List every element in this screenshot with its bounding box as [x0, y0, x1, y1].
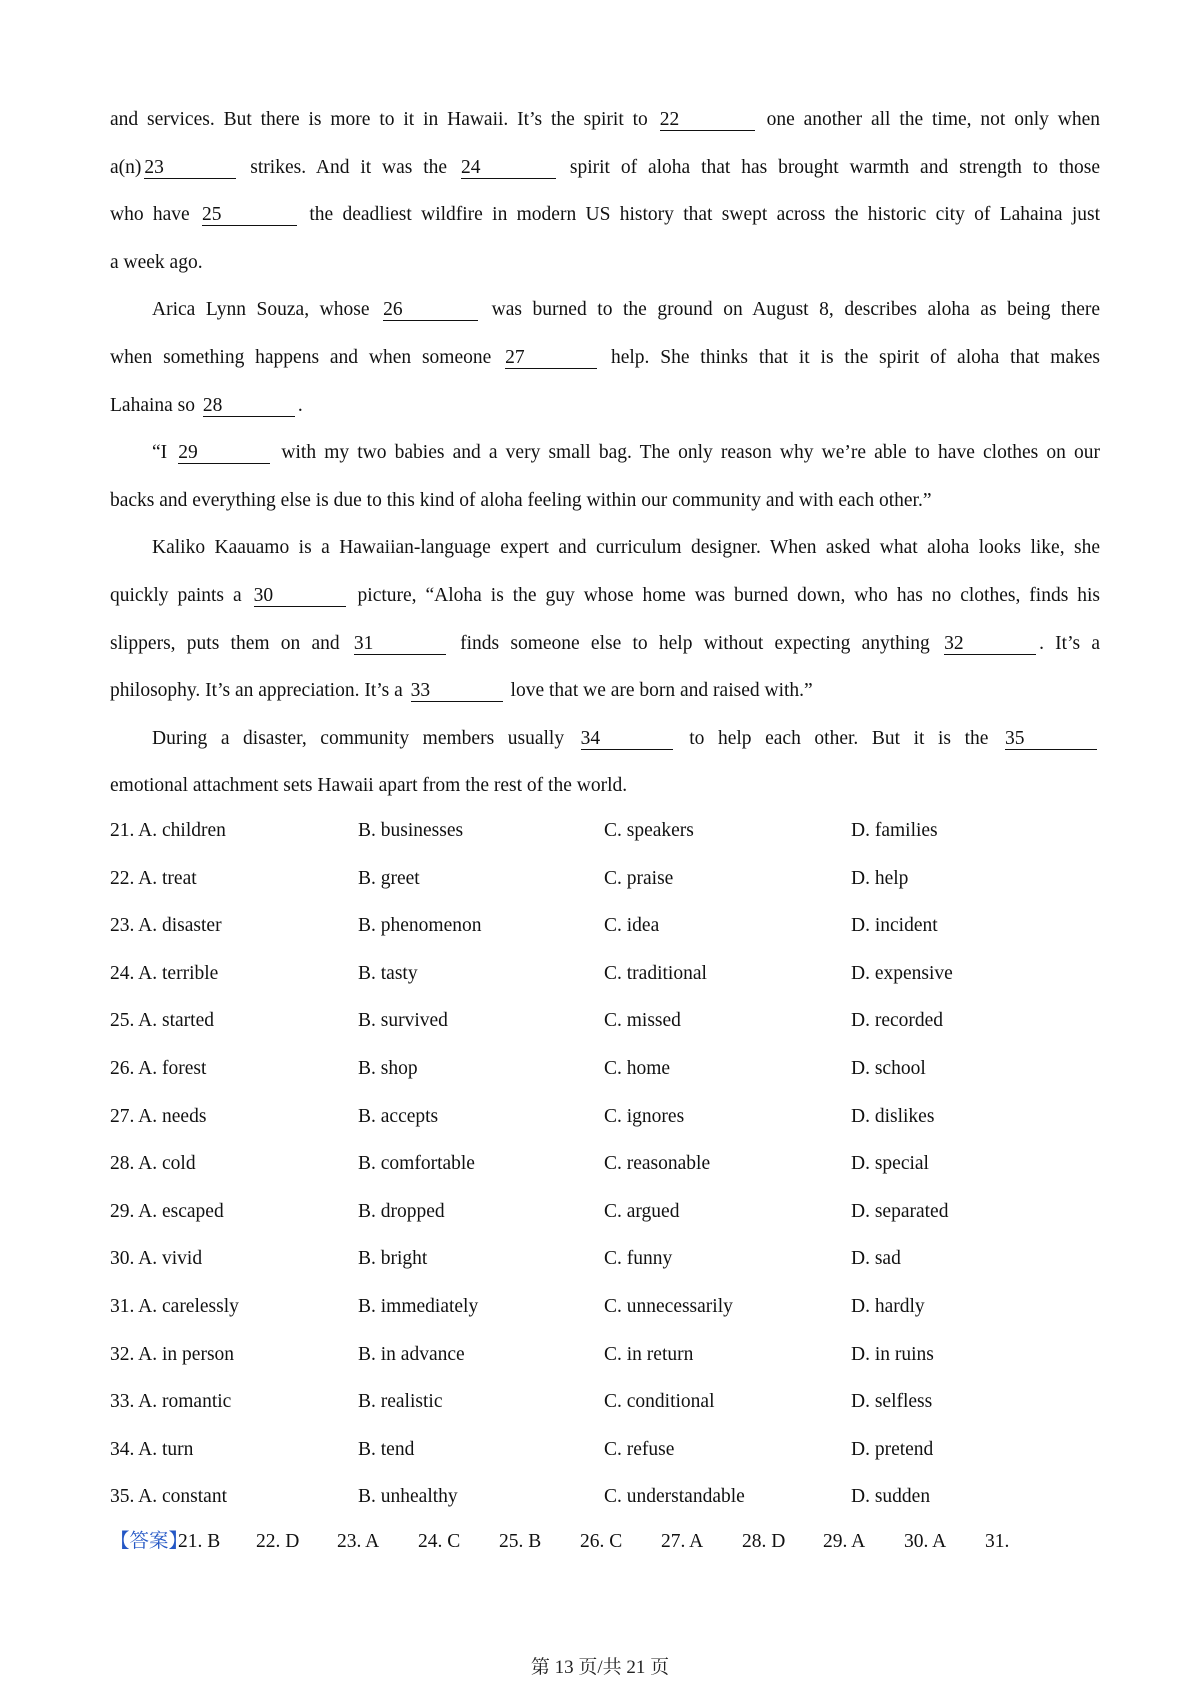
option-choice: C. reasonable [604, 1153, 711, 1175]
passage-text: quickly paints a [110, 584, 251, 606]
answer-item: 29. A [823, 1531, 866, 1552]
passage-text: to help each other. But it is the [675, 727, 1002, 749]
passage-text: emotional attachment sets Hawaii apart from the rest of the world. [110, 775, 628, 797]
option-choice: D. dislikes [851, 1105, 935, 1127]
blank-30: 30 [254, 584, 346, 607]
passage-line [110, 572, 1100, 620]
option-choice: 25. A. started [110, 1010, 214, 1032]
option-choice: D. sudden [851, 1486, 931, 1508]
answer-item: 28. D [742, 1531, 786, 1552]
option-choice: 27. A. needs [110, 1105, 207, 1127]
option-choice: D. separated [851, 1200, 949, 1222]
answer-item: 30. A [904, 1531, 947, 1552]
option-row [110, 1331, 1100, 1379]
passage-line [110, 96, 1100, 144]
option-choice: 22. A. treat [110, 867, 197, 889]
blank-35: 35 [1005, 727, 1097, 750]
passage-text: one another all the time, not only when [757, 109, 1101, 130]
option-choice: B. immediately [358, 1295, 479, 1317]
option-choice: D. school [851, 1057, 926, 1079]
passage-text: strikes. And it was the [239, 156, 458, 178]
passage-line [110, 477, 1100, 525]
option-row [110, 1473, 1100, 1521]
blank-28: 28 [203, 394, 295, 417]
option-choice: D. help [851, 867, 909, 889]
option-choice: B. realistic [358, 1391, 443, 1413]
passage-line [110, 382, 1100, 430]
option-choice: B. phenomenon [358, 915, 482, 937]
option-row [110, 807, 1100, 855]
answer-key [110, 1518, 1100, 1566]
answer-item: 23. A [337, 1531, 380, 1552]
option-row [110, 1045, 1100, 1093]
passage-text: spirit of aloha that has brought warmth and strength to those [558, 156, 1101, 178]
passage-text: when something happens and when someone [110, 346, 503, 368]
option-row [110, 997, 1100, 1045]
blank-29: 29 [178, 441, 270, 464]
option-choice: C. unnecessarily [604, 1295, 733, 1317]
passage-text: and services. But there is more to it in Hawaii. It’s the spirit to [110, 109, 657, 130]
option-choice: B. survived [358, 1010, 448, 1032]
passage-text: “I [152, 442, 176, 464]
blank-32: 32 [944, 632, 1036, 655]
option-choice: 23. A. disaster [110, 915, 222, 937]
option-choice: C. conditional [604, 1391, 715, 1413]
answer-item: 27. A [661, 1531, 704, 1552]
option-choice: C. idea [604, 915, 660, 937]
option-choice: B. accepts [358, 1105, 439, 1127]
option-choice: D. selfless [851, 1391, 933, 1413]
answer-item: 31. [985, 1531, 1010, 1552]
blank-26: 26 [383, 298, 478, 321]
passage-line [110, 286, 1100, 334]
passage-line [110, 667, 1100, 715]
option-choice: D. families [851, 820, 938, 841]
option-choice: B. bright [358, 1248, 428, 1270]
option-choice: B. shop [358, 1057, 418, 1079]
option-row [110, 1140, 1100, 1188]
answer-item: 22. D [256, 1531, 300, 1552]
option-choice: 32. A. in person [110, 1343, 235, 1365]
option-choice: 21. A. children [110, 820, 226, 841]
option-row [110, 855, 1100, 903]
option-choice: B. dropped [358, 1200, 445, 1222]
option-choice: C. argued [604, 1200, 680, 1222]
option-choice: B. tend [358, 1438, 415, 1460]
options-list [110, 807, 1100, 1521]
option-choice: B. in advance [358, 1343, 465, 1365]
option-choice: D. incident [851, 915, 938, 937]
passage-text: philosophy. It’s an appreciation. It’s a [110, 680, 408, 702]
option-choice: C. funny [604, 1248, 673, 1270]
passage-line [110, 334, 1100, 382]
passage-text: help. She thinks that it is the spirit of aloha that makes [600, 346, 1101, 368]
passage-text: with my two babies and a very small bag. The only reason why we’re able to have clothes on our [273, 442, 1100, 464]
option-row [110, 1378, 1100, 1426]
option-choice: B. comfortable [358, 1153, 475, 1175]
blank-23: 23 [144, 156, 236, 179]
option-choice: 31. A. carelessly [110, 1295, 239, 1317]
option-choice: D. special [851, 1153, 929, 1175]
option-choice: D. sad [851, 1248, 901, 1270]
option-choice: 29. A. escaped [110, 1200, 224, 1222]
passage-line [110, 762, 1100, 810]
passage-text: a week ago. [110, 251, 203, 273]
option-choice: 24. A. terrible [110, 962, 219, 984]
option-row [110, 1283, 1100, 1331]
option-row [110, 1426, 1100, 1474]
passage-text: . [297, 394, 303, 416]
passage-text: . It’s a [1039, 632, 1100, 654]
passage-text: love that we are born and raised with.” [505, 680, 813, 702]
option-row [110, 1093, 1100, 1141]
passage-text: Arica Lynn Souza, whose [152, 299, 381, 321]
blank-22: 22 [660, 108, 755, 131]
passage-text: During a disaster, community members usually [152, 727, 578, 749]
option-choice: 34. A. turn [110, 1438, 194, 1460]
answer-item: 21. B [178, 1531, 221, 1552]
option-choice: B. greet [358, 867, 420, 889]
option-choice: B. businesses [358, 820, 464, 841]
option-choice: 30. A. vivid [110, 1248, 203, 1270]
passage-text: picture, “Aloha is the guy whose home was burned down, who has no clothes, finds his [348, 584, 1100, 606]
option-choice: D. recorded [851, 1010, 944, 1032]
answer-item: 26. C [580, 1531, 623, 1552]
option-choice: C. speakers [604, 820, 694, 841]
option-choice: D. hardly [851, 1295, 925, 1317]
blank-24: 24 [461, 156, 556, 179]
blank-31: 31 [354, 632, 446, 655]
option-choice: C. in return [604, 1343, 694, 1365]
option-choice: 33. A. romantic [110, 1391, 232, 1413]
option-row [110, 950, 1100, 998]
option-row [110, 902, 1100, 950]
passage-line [110, 715, 1100, 763]
passage-text: was burned to the ground on August 8, describes aloha as being there [481, 299, 1100, 321]
blank-34: 34 [581, 727, 673, 750]
blank-33: 33 [411, 679, 503, 702]
option-choice: C. refuse [604, 1438, 675, 1460]
answer-item: 25. B [499, 1531, 542, 1552]
option-choice: 28. A. cold [110, 1153, 196, 1175]
option-row [110, 1235, 1100, 1283]
option-choice: D. pretend [851, 1438, 934, 1460]
option-choice: D. in ruins [851, 1343, 934, 1365]
option-choice: C. praise [604, 867, 674, 889]
passage-line [110, 191, 1100, 239]
option-choice: B. tasty [358, 962, 418, 984]
answer-item: 24. C [418, 1531, 461, 1552]
passage-line [110, 239, 1100, 287]
option-choice: B. unhealthy [358, 1486, 458, 1508]
passage-text: finds someone else to help without expecting anything [448, 632, 942, 654]
answer-label: 【答案】 [110, 1531, 189, 1552]
passage-line [110, 429, 1100, 477]
option-choice: C. traditional [604, 962, 707, 984]
passage-text: Lahaina so [110, 394, 200, 416]
option-choice: D. expensive [851, 962, 953, 984]
passage-text: backs and everything else is due to this kind of aloha feeling within our community and with each other.” [110, 489, 932, 511]
passage-text: the deadliest wildfire in modern US history that swept across the historic city of Lahaina just [300, 204, 1100, 226]
passage-text: a(n) [110, 156, 142, 178]
passage-text: Kaliko Kaauamo is a Hawaiian-language expert and curriculum designer. When asked what aloha looks like, she [152, 537, 1100, 559]
passage-text: slippers, puts them on and [110, 632, 351, 654]
passage-line [110, 524, 1100, 572]
page-footer: 第 13 页/共 21 页 [530, 1657, 670, 1678]
option-row [110, 1188, 1100, 1236]
option-choice: C. missed [604, 1010, 681, 1032]
blank-27: 27 [505, 346, 597, 369]
option-choice: C. home [604, 1057, 671, 1079]
passage-text: who have [110, 204, 200, 226]
option-choice: C. understandable [604, 1486, 745, 1508]
passage-line [110, 620, 1100, 668]
blank-25: 25 [202, 203, 297, 226]
passage-line [110, 144, 1100, 192]
option-choice: 26. A. forest [110, 1057, 207, 1079]
option-choice: C. ignores [604, 1105, 685, 1127]
passage [110, 96, 1100, 810]
option-choice: 35. A. constant [110, 1486, 227, 1508]
